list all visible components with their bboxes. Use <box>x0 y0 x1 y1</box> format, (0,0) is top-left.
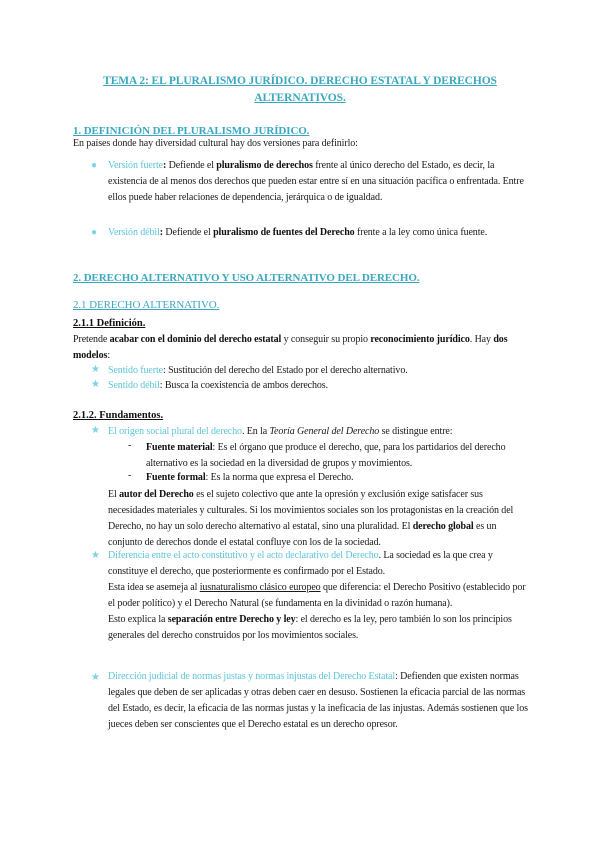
page-title: TEMA 2: EL PLURALISMO JURÍDICO. DERECHO ESTATAL Y DERECHOS ALTERNATIVOS. <box>103 75 497 104</box>
fundamentos-heading: 2.1.2. Fundamentos. <box>73 410 164 421</box>
fundamento-1-title: El origen social plural del derecho. En la Teoría General del Derecho se distingue entre: <box>108 426 453 437</box>
star-icon: ★ <box>91 672 100 683</box>
section-2-1-heading: 2.1 DERECHO ALTERNATIVO. <box>73 299 220 311</box>
definicion-paragraph: Pretende acabar con el dominio del derecho estatal y conseguir su propio reconocimiento jurídico. Hay dos modelos: <box>73 334 508 361</box>
bullet-dot-icon: ● <box>91 160 98 171</box>
dash-icon: - <box>128 470 132 481</box>
version-fuerte-label: Versión fuerte <box>108 160 163 171</box>
section-2-heading: 2. DERECHO ALTERNATIVO Y USO ALTERNATIVO DEL DERECHO. <box>73 272 420 284</box>
version-debil-item: Versión débil: Defiende el pluralismo de fuentes del Derecho frente a la ley como única fuente. <box>108 227 488 238</box>
star-icon: ★ <box>91 379 100 390</box>
star-icon: ★ <box>91 364 100 375</box>
dash-icon: - <box>128 440 132 451</box>
star-icon: ★ <box>91 425 100 436</box>
star-icon: ★ <box>91 550 100 561</box>
fundamento-2-block: Diferencia entre el acto constitutivo y el acto declarativo del Derecho. La sociedad es la que crea y constituye el derecho, que posteriormente es confirmado por el Estado. Esta idea se asemeja al iusnaturalismo clásico europeo que diferencia: el Derecho Positivo (establecido por el poder político) y el Derecho Natural (se fundamenta en la divinidad o razón humana). Esto explica la separación entre Derecho y ley: el derecho es la ley, pero también lo son los principios generales del derecho construidos por los movimientos sociales. <box>108 550 526 641</box>
bullet-dot-icon: ● <box>91 227 98 238</box>
definicion-heading: 2.1.1 Definición. <box>73 318 146 329</box>
fuente-formal-item: Fuente formal: Es la norma que expresa el Derecho. <box>146 472 354 483</box>
fundamento-3-block: Dirección judicial de normas justas y normas injustas del Derecho Estatal: Defienden que existen normas legales que deben de ser aplicadas y otras deben caer en desuso. Sostienen la eficacia parcial de las normas del Estado, es decir, la eficacia de las normas justas y la ineficacia de las injustas. Además sostienen que los jueces deben ser conscientes que el Derecho estatal es un derecho opresor. <box>108 671 528 730</box>
autor-derecho-paragraph: El autor del Derecho es el sujeto colectivo que ante la opresión y exclusión exige satisfacer sus necesidades materiales y culturales. Si los movimientos sociales son los protagonistas en la creación del Derecho, no hay un solo derecho alternativo al estatal, sino una pluralidad. El derecho global es un conjunto de derechos donde el estatal confluye con los de la sociedad. <box>108 489 514 548</box>
sentido-fuerte-item: Sentido fuerte: Sustitución del derecho del Estado por el derecho alternativo. <box>108 365 408 376</box>
sentido-debil-item: Sentido débil: Busca la coexistencia de ambos derechos. <box>108 380 329 391</box>
section-1-heading: 1. DEFINICIÓN DEL PLURALISMO JURÍDICO. <box>73 125 310 137</box>
version-debil-label: Versión débil <box>108 227 160 238</box>
section-1-intro: En países donde hay diversidad cultural hay dos versiones para definirlo: <box>73 138 358 149</box>
version-fuerte-item: Versión fuerte: Defiende el pluralismo de derechos frente al único derecho del Estado, es decir, la existencia de al menos dos derechos que pueden estar entre sí en una situación pacífica o enfrentada. Entre ellos puede haber relaciones de dependencia, jerárquica o de igualdad. <box>108 160 524 203</box>
fuente-material-item: Fuente material: Es el órgano que produce el derecho, que, para los partidarios del derecho alternativo es la sociedad en la diversidad de grupos y movimientos. <box>146 442 506 469</box>
